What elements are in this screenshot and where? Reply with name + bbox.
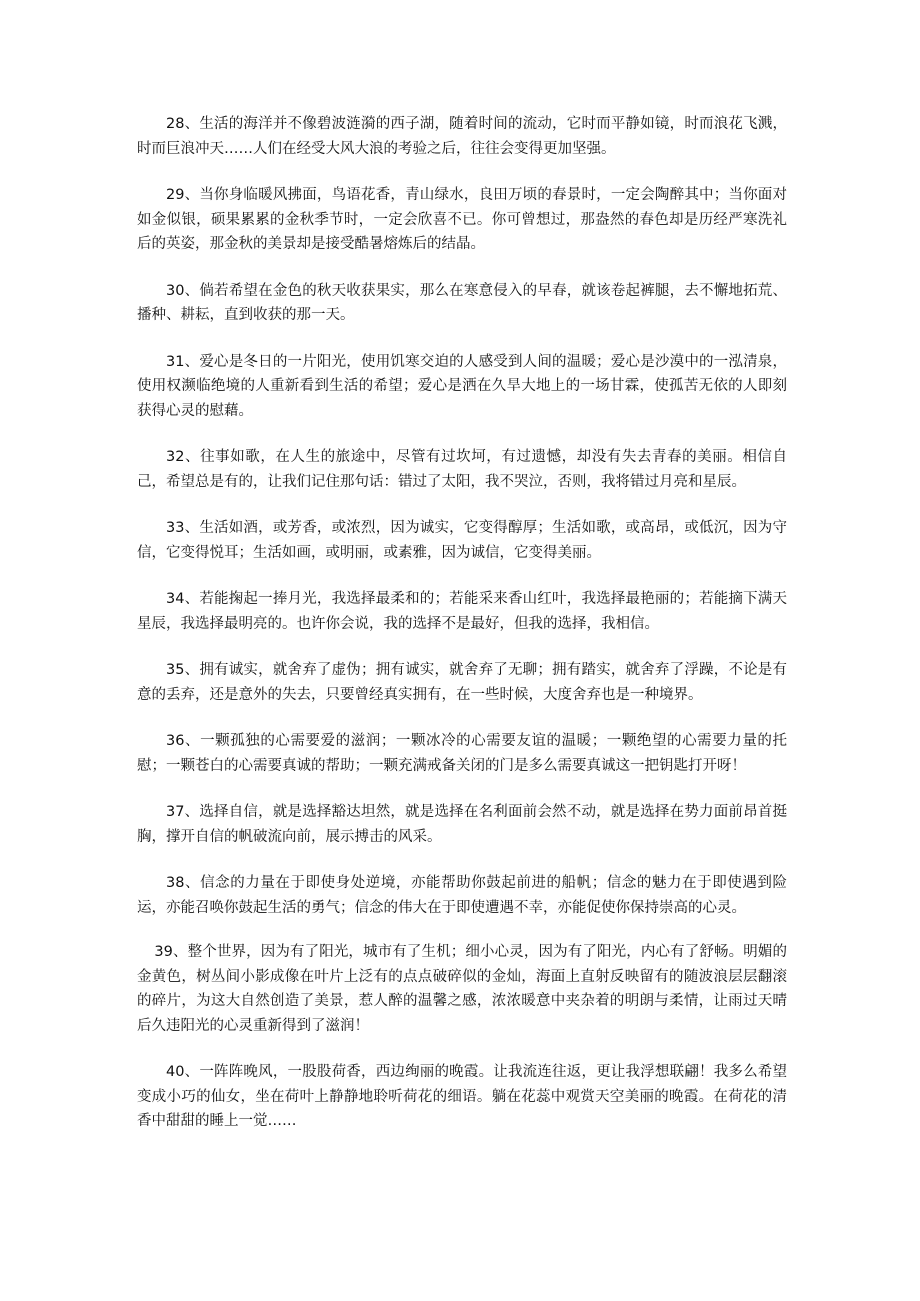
paragraph-33: 33、生活如酒，或芳香，或浓烈，因为诚实，它变得醇厚；生活如歌，或高昂，或低沉，因为守信，它变得悦耳；生活如画，或明丽，或素雅，因为诚信，它变得美丽。 (137, 520, 787, 561)
paragraph-34: 34、若能掬起一捧月光，我选择最柔和的；若能采来香山红叶，我选择最艳丽的；若能摘下满天星辰，我选择最明亮的。也许你会说，我的选择不是最好，但我的选择，我相信。 (137, 591, 787, 632)
paragraph-37: 37、选择自信，就是选择豁达坦然，就是选择在名利面前会然不动，就是选择在势力面前昂首挺胸，撑开自信的帆破流向前，展示搏击的风采。 (137, 804, 787, 845)
paragraph-36: 36、一颗孤独的心需要爱的滋润；一颗冰冷的心需要友谊的温暖；一颗绝望的心需要力量的托慰；一颗苍白的心需要真诚的帮助；一颗充满戒备关闭的门是多么需要真诚这一把钥匙打开呀！ (137, 733, 787, 774)
paragraph-35: 35、拥有诚实，就舍弃了虚伪；拥有诚实，就舍弃了无聊；拥有踏实，就舍弃了浮躁，不论是有意的丢弃，还是意外的失去，只要曾经真实拥有，在一些时候，大度舍弃也是一种境界。 (137, 662, 787, 703)
paragraph-40: 40、一阵阵晚风，一股股荷香，西边绚丽的晚霞。让我流连往返，更让我浮想联翩！我多么希望变成小巧的仙女，坐在荷叶上静静地聆听荷花的细语。躺在花蕊中观赏天空美丽的晚霞。在荷花的清香中甜甜的睡上一觉…… (137, 1064, 787, 1129)
paragraph-31: 31、爱心是冬日的一片阳光，使用饥寒交迫的人感受到人间的温暖；爱心是沙漠中的一泓清泉，使用权濒临绝境的人重新看到生活的希望；爱心是洒在久旱大地上的一场甘霖，使孤苦无依的人即刻获得心灵的慰藉。 (137, 353, 787, 419)
paragraph-29: 29、当你身临暖风拂面，鸟语花香，青山绿水，良田万顷的春景时，一定会陶醉其中；当你面对如金似银，硕果累累的金秋季节时，一定会欣喜不已。你可曾想过，那盎然的春色却是历经严寒洗礼后的英姿，那金秋的美景却是接受酷暑熔炼后的结晶。 (137, 187, 787, 252)
document-body (137, 112, 787, 1156)
paragraph-38: 38、信念的力量在于即使身处逆境，亦能帮助你鼓起前进的船帆；信念的魅力在于即使遇到险运，亦能召唤你鼓起生活的勇气；信念的伟大在于即使遭遇不幸，亦能促使你保持崇高的心灵。 (137, 875, 787, 916)
paragraph-30: 30、倘若希望在金色的秋天收获果实，那么在寒意侵入的早春，就该卷起裤腿，去不懈地拓荒、播种、耕耘，直到收获的那一天。 (137, 282, 787, 323)
paragraph-39: 39、整个世界，因为有了阳光，城市有了生机；细小心灵，因为有了阳光，内心有了舒畅。明媚的金黄色，树丛间小影成像在叶片上泛有的点点破碎似的金灿，海面上直射反映留有的随波浪层层翻滚的碎片，为这大自然创造了美景，惹人醉的温馨之感，浓浓暖意中夹杂着的明朗与柔情，让雨过天晴后久违阳光的心灵重新得到了滋润！ (137, 944, 787, 1034)
paragraph-28: 28、生活的海洋并不像碧波涟漪的西子湖，随着时间的流动，它时而平静如镜，时而浪花飞溅，时而巨浪冲天……人们在经受大风大浪的考验之后，往往会变得更加坚强。 (137, 116, 787, 157)
paragraph-32: 32、往事如歌，在人生的旅途中，尽管有过坎坷，有过遗憾，却没有失去青春的美丽。相信自己，希望总是有的，让我们记住那句话：错过了太阳，我不哭泣，否则，我将错过月亮和星辰。 (137, 449, 787, 490)
